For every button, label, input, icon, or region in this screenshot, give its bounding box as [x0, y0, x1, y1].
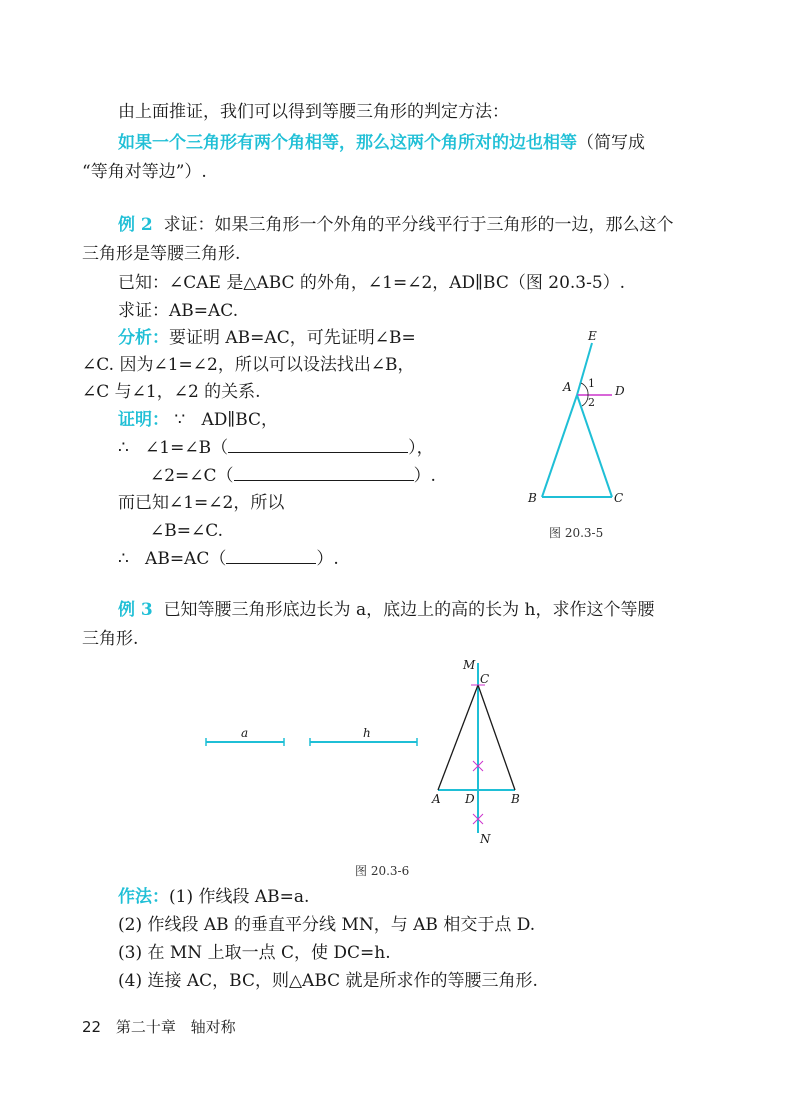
label-d: D: [465, 792, 475, 806]
page-footer: [82, 1016, 246, 1037]
example3-label: 例 3: [118, 600, 153, 620]
proof-step2: [150, 464, 436, 488]
rule-text: 如果一个三角形有两个角相等，那么这两个角所对的边也相等: [118, 133, 577, 153]
method-line1: [118, 885, 309, 909]
proof-conclusion: [118, 547, 339, 571]
label-a: A: [563, 380, 572, 394]
rule-short: “等角对等边”）.: [82, 162, 207, 182]
reason-blank-1[interactable]: [228, 436, 408, 453]
therefore-symbol: ∴: [118, 438, 129, 458]
label-c: C: [614, 491, 624, 505]
method-label: 作法：: [118, 887, 169, 907]
proof-label: 证明：: [118, 410, 169, 430]
analysis-line1: [118, 326, 416, 350]
method-step4: (4) 连接 AC，BC，则△ABC 就是所求作的等腰三角形.: [118, 971, 538, 991]
and-given: 而已知∠1=∠2，所以: [118, 493, 285, 513]
figure-caption-20-3-6: 图 20.3-6: [355, 864, 410, 878]
rule-line: [118, 131, 645, 155]
example3-statement1: 已知等腰三角形底边长为 a，底边上的高的长为 h，求作这个等腰: [163, 600, 655, 620]
analysis-text1: 要证明 AB=AC，可先证明∠B=: [169, 328, 416, 348]
therefore-symbol-2: ∴: [118, 549, 129, 569]
step2-text: ∠2=∠C（: [150, 466, 234, 486]
chapter-label: 第二十章: [115, 1018, 176, 1036]
segment-a-label: a: [241, 726, 249, 740]
step2-close: ）.: [413, 466, 436, 486]
label-angle-1: 1: [588, 377, 595, 390]
example2-statement1: 求证：如果三角形一个外角的平分线平行于三角形的一边，那么这个: [163, 215, 674, 235]
example2-statement2: 三角形是等腰三角形.: [82, 244, 241, 264]
segment-h-label: h: [363, 726, 371, 740]
label-d: D: [615, 384, 625, 398]
example2-statement-line: [118, 213, 674, 237]
method-step3: (3) 在 MN 上取一点 C，使 DC=h.: [118, 943, 391, 963]
proof-line1: [118, 408, 278, 432]
example2-prove: 求证：AB=AC.: [118, 301, 239, 321]
analysis-line3: ∠C 与∠1，∠2 的关系.: [82, 382, 261, 402]
label-e: E: [588, 329, 597, 343]
label-b: B: [528, 491, 537, 505]
analysis-label: 分析：: [118, 328, 169, 348]
example2-given: 已知：∠CAE 是△ABC 的外角，∠1=∠2，AD∥BC（图 20.3-5）.: [118, 273, 626, 293]
analysis-line2: ∠C. 因为∠1=∠2，所以可以设法找出∠B，: [82, 355, 415, 375]
because-symbol: ∵: [174, 410, 186, 430]
example3-statement-line: [118, 598, 654, 622]
label-m: M: [463, 658, 476, 672]
proof-text1: AD∥BC，: [201, 410, 279, 430]
label-angle-2: 2: [588, 396, 595, 409]
reason-blank-2[interactable]: [234, 464, 414, 481]
side-bc: [478, 685, 515, 790]
figure-caption-20-3-5: 图 20.3-5: [549, 526, 604, 540]
intro-text: 由上面推证，我们可以得到等腰三角形的判定方法：: [118, 102, 509, 122]
label-a: A: [432, 792, 441, 806]
rule-tail: （简写成: [577, 133, 645, 153]
figure-20-3-5: [520, 325, 630, 515]
figure-20-3-6: [425, 655, 535, 850]
chapter-title: 轴对称: [190, 1018, 236, 1036]
reason-blank-3[interactable]: [226, 547, 316, 564]
given-segments: [200, 724, 425, 750]
label-b: B: [511, 792, 520, 806]
method-step2: (2) 作线段 AB 的垂直平分线 MN，与 AB 相交于点 D.: [118, 915, 536, 935]
step1-close: ），: [408, 438, 434, 458]
conclusion-text: AB=AC（: [145, 549, 227, 569]
label-c: C: [480, 672, 490, 686]
step1-text: ∠1=∠B（: [145, 438, 229, 458]
side-ac: [577, 395, 612, 497]
side-ac: [438, 685, 478, 790]
method-step1: (1) 作线段 AB=a.: [169, 887, 310, 907]
page-number: 22: [82, 1018, 102, 1036]
label-n: N: [480, 832, 491, 846]
side-ab: [542, 395, 577, 497]
example3-statement2: 三角形.: [82, 629, 139, 649]
proof-step1: [118, 436, 434, 460]
example2-label: 例 2: [118, 215, 153, 235]
conclusion-close: ）.: [316, 549, 339, 569]
proof-step3: ∠B=∠C.: [150, 521, 224, 541]
